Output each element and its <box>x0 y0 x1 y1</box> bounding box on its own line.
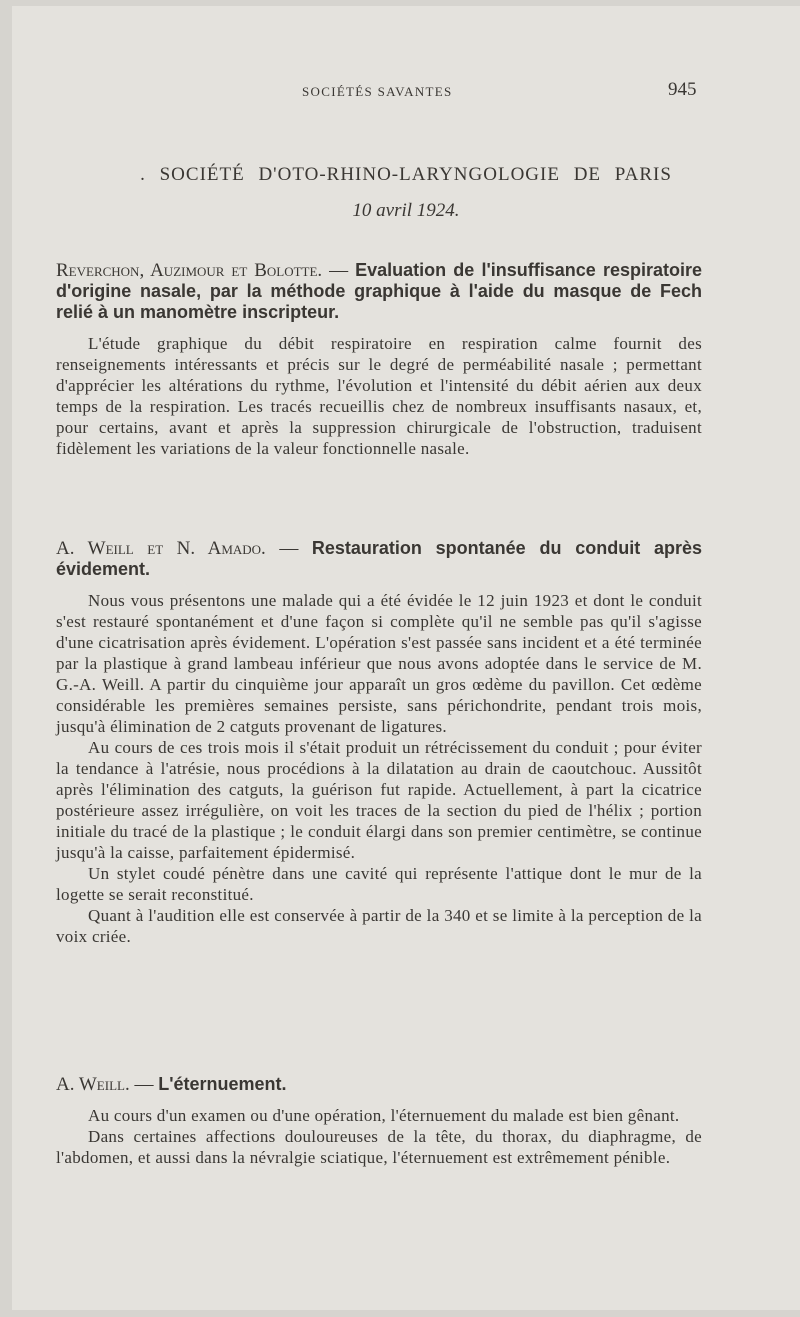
society-heading: . SOCIÉTÉ D'OTO-RHINO-LARYNGOLOGIE DE PARIS <box>140 164 672 185</box>
heading-dash: — <box>265 538 312 559</box>
article-authors: A. Weill. <box>56 1074 130 1095</box>
article-paragraph: Dans certaines affections douloureuses de la tête, du thorax, du diaphragme, de l'abdomen, et aussi dans la névralgie sciatique, l'éternuement est extrêmement pénible. <box>56 1127 702 1167</box>
article-title: Restauration spontanée du conduit après évidement. <box>56 538 702 579</box>
article-title: L'éternuement. <box>158 1074 287 1094</box>
article-1 <box>56 260 702 459</box>
article-paragraph: Au cours d'un examen ou d'une opération, l'éternuement du malade est bien gênant. <box>88 1106 680 1125</box>
page-number: 945 <box>668 79 697 100</box>
running-head <box>12 76 800 106</box>
article-paragraph: L'étude graphique du débit respiratoire en respiration calme fournit des renseignements intéressants et précis sur le degré de perméabilité nasale ; permettant d'apprécier les altérations du rythme, l'évolution et l'intensité du débit aérien aux deux temps de la respiration. Les tracés recueillis chez de nombreux insuffisants nasaux, et, pour certains, avant et après la suppression chirurgicale de l'obstruction, traduisent fidèlement les variations de la valeur fonctionnelle nasale. <box>56 334 702 458</box>
article-2 <box>56 538 702 947</box>
article-paragraph: Nous vous présentons une malade qui a été évidée le 12 juin 1923 et dont le conduit s'est restauré spontanément et d'une façon si complète qu'il ne semble pas qu'il s'agisse d'une cicatrisation après évidement. L'opération s'est passée sans incident et a été terminée par la plastique à grand lambeau inférieur que nous avons adoptée dans le service de M. G.-A. Weill. A partir du cinquième jour apparaît un gros œdème du pavillon. Cet œdème considérable les premières semaines persiste, sans périchondrite, pendant trois mois, jusqu'à élimination de 2 catguts provenant de ligatures. <box>56 591 702 736</box>
article-authors: Reverchon, Auzimour et Bolotte. <box>56 260 323 281</box>
meeting-date: 10 avril 1924. <box>352 200 460 221</box>
article-heading <box>56 538 702 580</box>
heading-dash: — <box>322 260 356 281</box>
document-page <box>12 6 800 1310</box>
article-heading <box>56 1074 702 1095</box>
article-3 <box>56 1074 702 1168</box>
article-paragraph: Quant à l'audition elle est conservée à partir de la 340 et se limite à la perception de la voix criée. <box>56 906 702 946</box>
running-head-title: SOCIÉTÉS SAVANTES <box>302 84 453 99</box>
article-paragraph: Au cours de ces trois mois il s'était produit un rétrécissement du conduit ; pour éviter la tendance à l'atrésie, nous procédions à la dilatation au drain de caoutchouc. Aussitôt après l'élimination des catguts, la guérison fut rapide. Actuellement, à part la cicatrice postérieure assez irrégulière, on voit les traces de la section du pied de l'hélix ; portion initiale du tracé de la plastique ; le conduit élargi dans son premier centimètre, se continue jusqu'à la caisse, parfaitement épidermisé. <box>56 738 702 862</box>
article-paragraph: Un stylet coudé pénètre dans une cavité qui représente l'attique dont le mur de la logette se serait reconstitué. <box>56 864 702 904</box>
article-heading <box>56 260 702 323</box>
article-title: Evaluation de l'insuffisance respiratoire d'origine nasale, par la méthode graphique à l'aide du masque de Fech relié à un manomètre inscripteur. <box>56 260 702 322</box>
article-authors: A. Weill et N. Amado. <box>56 538 266 559</box>
heading-dash: — <box>129 1074 159 1095</box>
